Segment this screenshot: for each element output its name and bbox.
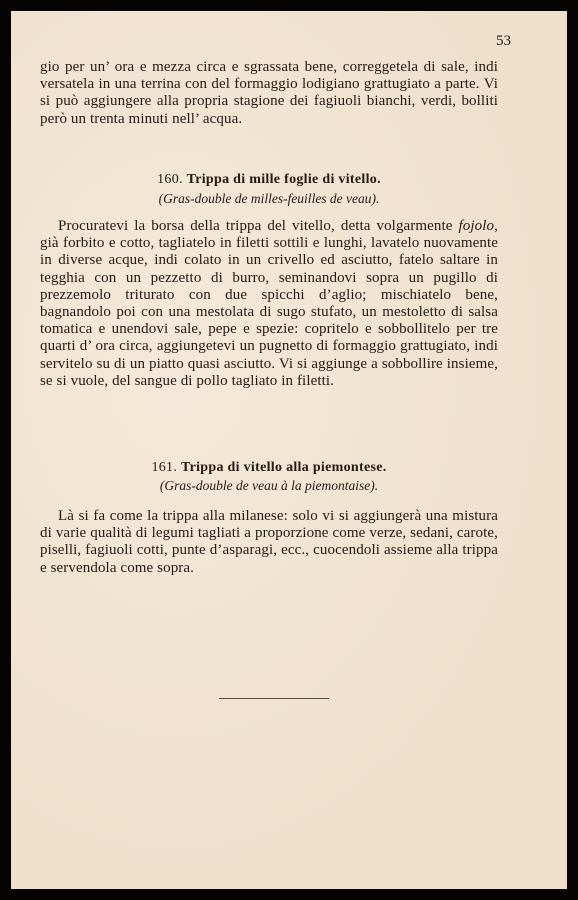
recipe-160-number: 160. — [157, 172, 183, 187]
book-page — [11, 11, 567, 889]
recipe-160-body-rest: , già forbito e cotto, tagliatelo in filetti sottili e lunghi, lavatelo nuovamente in diverse acque, indi colato in un crivello ed asciutto, fatelo saltare in tegghia con un pezzetto di burro, seminandovi sopra un pugillo di prezzemolo triturato con due spicchi d’aglio; mischiatelo bene, bagnandolo poi con una mestolata di sugo stufato, un mestoletto di salsa tomatica e unendovi sale, pepe e spezie: copritelo e sobbollitelo per tre quarti d’ ora circa, aggiungetevi un pugnetto di formaggio grattugiato, indi servitelo su di un piatto quasi asciutto. Vi si aggiunge a sobbollire insieme, se si vuole, del sangue di pollo tagliato in filetti. — [40, 218, 498, 389]
recipe-161-number: 161. — [151, 460, 178, 475]
recipe-160-body — [40, 218, 498, 390]
recipe-160-body-emphasis: fojolo — [458, 218, 495, 234]
recipe-160-subtitle: (Gras-double de milles-feuilles de veau). — [158, 191, 380, 206]
continuation-paragraph: gio per un’ ora e mezza circa e sgrassata bene, correggetela di sale, indi versatela in una terrina con del formaggio lodigiano grattugiato a parte. Vi si può aggiungere alla propria stagione dei fagiuoli bianchi, verdi, bolliti però un trenta minuti nell’ acqua. — [40, 59, 498, 127]
recipe-160-title: Trippa di mille foglie di vitello. — [186, 172, 381, 187]
recipe-161-subtitle: (Gras-double de veau à la piemontaise). — [159, 478, 379, 493]
page-number: 53 — [496, 33, 511, 49]
recipe-160-body-start: Procuratevi la borsa della trippa del vitello, detta volgarmente — [58, 218, 459, 234]
recipe-161-title: Trippa di vitello alla piemontese. — [180, 460, 387, 475]
section-divider — [219, 698, 329, 699]
recipe-161-body: Là si fa come la trippa alla milanese: solo vi si aggiungerà una mistura di varie qualità di legumi tagliati a proporzione come verze, sedani, carote, piselli, fagiuoli cotti, punte d’asparagi, ecc., cuocendoli assieme alla trippa e servendola come sopra. — [40, 508, 498, 576]
recipe-160-heading — [40, 172, 498, 188]
recipe-161-heading — [40, 460, 498, 476]
